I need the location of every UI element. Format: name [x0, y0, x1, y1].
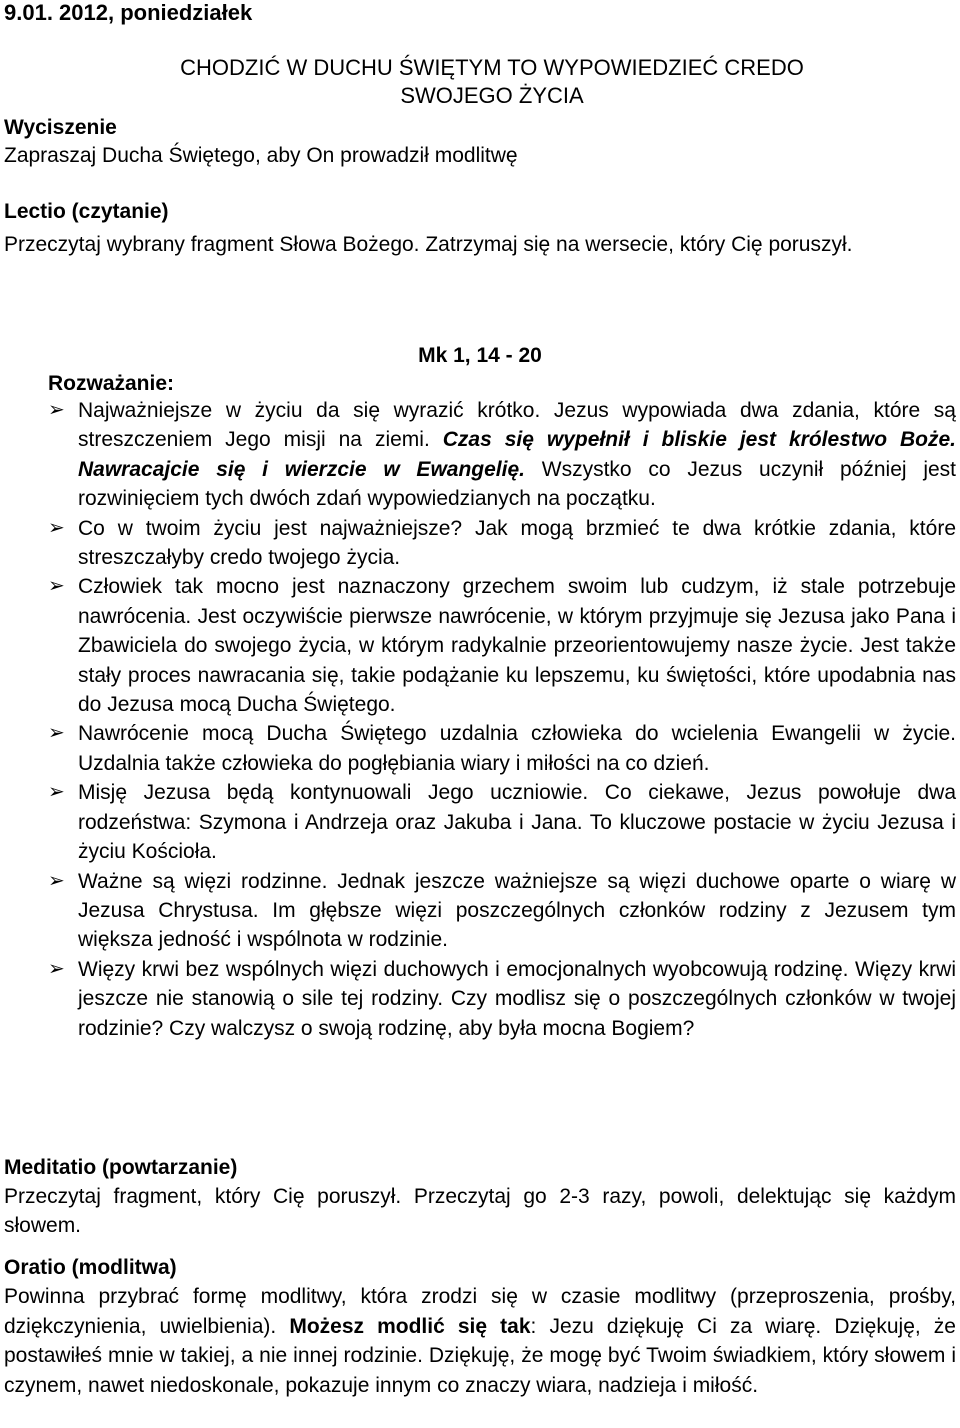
wyciszenie-text: Zapraszaj Ducha Świętego, aby On prowadził modlitwę	[4, 144, 518, 167]
title-line-1: CHODZIĆ W DUCHU ŚWIĘTYM TO WYPOWIEDZIEĆ CREDO	[180, 55, 804, 80]
arrow-bullet-icon: ➢	[48, 869, 65, 892]
title-line-2: SWOJEGO ŻYCIA	[400, 83, 584, 108]
item-text: Misję Jezusa będą kontynuowali Jego uczniowie. Co ciekawe, Jezus powołuje dwa rodzeństwa: Szymona i Andrzeja oraz Jakuba i Jana. To kluczowe postacie w życiu Jezusa i życiu Kościoła.	[78, 781, 956, 864]
list-item	[48, 867, 956, 955]
oratio-text	[4, 1282, 956, 1400]
item-text: Człowiek tak mocno jest naznaczony grzechem swoim lub cudzym, iż stale potrzebuje nawrócenia. Jest oczywiście pierwsze nawrócenie, w którym przyjmuje się Jezusa jako Pana i Zbawiciela do swojego życia, w którym radykalnie przeorientowujemy nasze życie. Jest także stały proces nawracania się, takie podążanie ku lepszemu, ku świętości, które upodabnia nas do Jezusa mocą Ducha Świętego.	[78, 575, 956, 717]
lectio-section	[4, 198, 956, 260]
oratio-text-part: Powinna przybrać formę modlitwy, która zrodzi się w czasie modlitwy (przeproszenia, prośby, dziękczynienia, uwielbienia).	[4, 1285, 956, 1338]
arrow-bullet-icon: ➢	[48, 399, 65, 421]
list-item	[48, 719, 956, 778]
wyciszenie-section	[4, 114, 956, 170]
rozwazanie-list	[48, 396, 956, 1043]
item-text: Ważne są więzi rodzinne. Jednak jeszcze ważniejsze są więzi duchowe oparte o wiarę w Jezusa Chrystusa. Im głębsze więzi poszczególnych członków rodziny z Jezusem tym większa jedność i wspólnota w rodzinie.	[78, 869, 956, 952]
list-item	[48, 778, 956, 866]
oratio-text-cont: : Jezu dziękuję Ci za wiarę. Dziękuję, że postawiłeś mnie w takiej, a nie innej rodzinie. Dziękuję, że mogę być Twoim świadkiem, który słowem i czynem, nawet niedoskonale, pokazuje innym co znaczy wiara, nadzieja i miłość.	[4, 1314, 956, 1397]
list-item	[48, 396, 956, 514]
arrow-bullet-icon: ➢	[48, 722, 65, 745]
scripture-reference: Mk 1, 14 - 20	[418, 344, 542, 367]
meditatio-heading: Meditatio (powtarzanie)	[4, 1156, 238, 1179]
oratio-section	[4, 1254, 956, 1400]
item-emphasis: Czas się wypełnił i bliskie jest królestwo Boże. Nawracajcie się i wierzcie w Ewangelię.	[78, 428, 956, 481]
list-item	[48, 514, 956, 573]
arrow-bullet-icon: ➢	[48, 575, 65, 598]
item-text: Co w twoim życiu jest najważniejsze? Jak mogą brzmieć te dwa krótkie zdania, które streszczałyby credo twojego życia.	[78, 516, 956, 570]
oratio-emphasis: Możesz modlić się tak	[289, 1314, 531, 1338]
list-item	[48, 955, 956, 1043]
meditatio-section	[4, 1154, 956, 1240]
arrow-bullet-icon: ➢	[48, 781, 65, 804]
item-text: Najważniejsze w życiu da się wyrazić krótko. Jezus wypowiada dwa zdania, które są streszczeniem Jego misji na ziemi.	[78, 399, 956, 452]
arrow-bullet-icon: ➢	[48, 957, 65, 980]
arrow-bullet-icon: ➢	[48, 516, 65, 539]
item-text: Nawrócenie mocą Ducha Świętego uzdalnia człowieka do wcielenia Ewangelii w życie. Uzdalnia także człowieka do pogłębiania wiary i miłości na co dzień.	[78, 722, 956, 775]
date-heading: 9.01. 2012, poniedziałek	[4, 0, 253, 25]
item-text: Więzy krwi bez wspólnych więzi duchowych i emocjonalnych wyobcowują rodzinę. Więzy krwi jeszcze nie stanowią o sile tej rodziny. Czy modlisz się o poszczególnych członków w twojej rodzinie? Czy walczysz o swoją rodzinę, aby była mocna Bogiem?	[78, 957, 956, 1040]
item-text-cont: Wszystko co Jezus uczynił później jest rozwinięciem tych dwóch zdań wypowiedzianych na początku.	[78, 457, 957, 511]
lectio-heading: Lectio (czytanie)	[4, 200, 169, 223]
list-item	[48, 572, 956, 719]
oratio-heading: Oratio (modlitwa)	[4, 1256, 177, 1279]
lectio-text: Przeczytaj wybrany fragment Słowa Bożego. Zatrzymaj się na wersecie, który Cię poruszył.	[4, 233, 853, 256]
wyciszenie-heading: Wyciszenie	[4, 116, 117, 139]
document-title	[0, 54, 960, 110]
meditatio-text: Przeczytaj fragment, który Cię poruszył. Przeczytaj go 2-3 razy, powoli, delektując się każdym słowem.	[4, 1185, 956, 1237]
rozwazanie-heading: Rozważanie:	[48, 372, 175, 395]
